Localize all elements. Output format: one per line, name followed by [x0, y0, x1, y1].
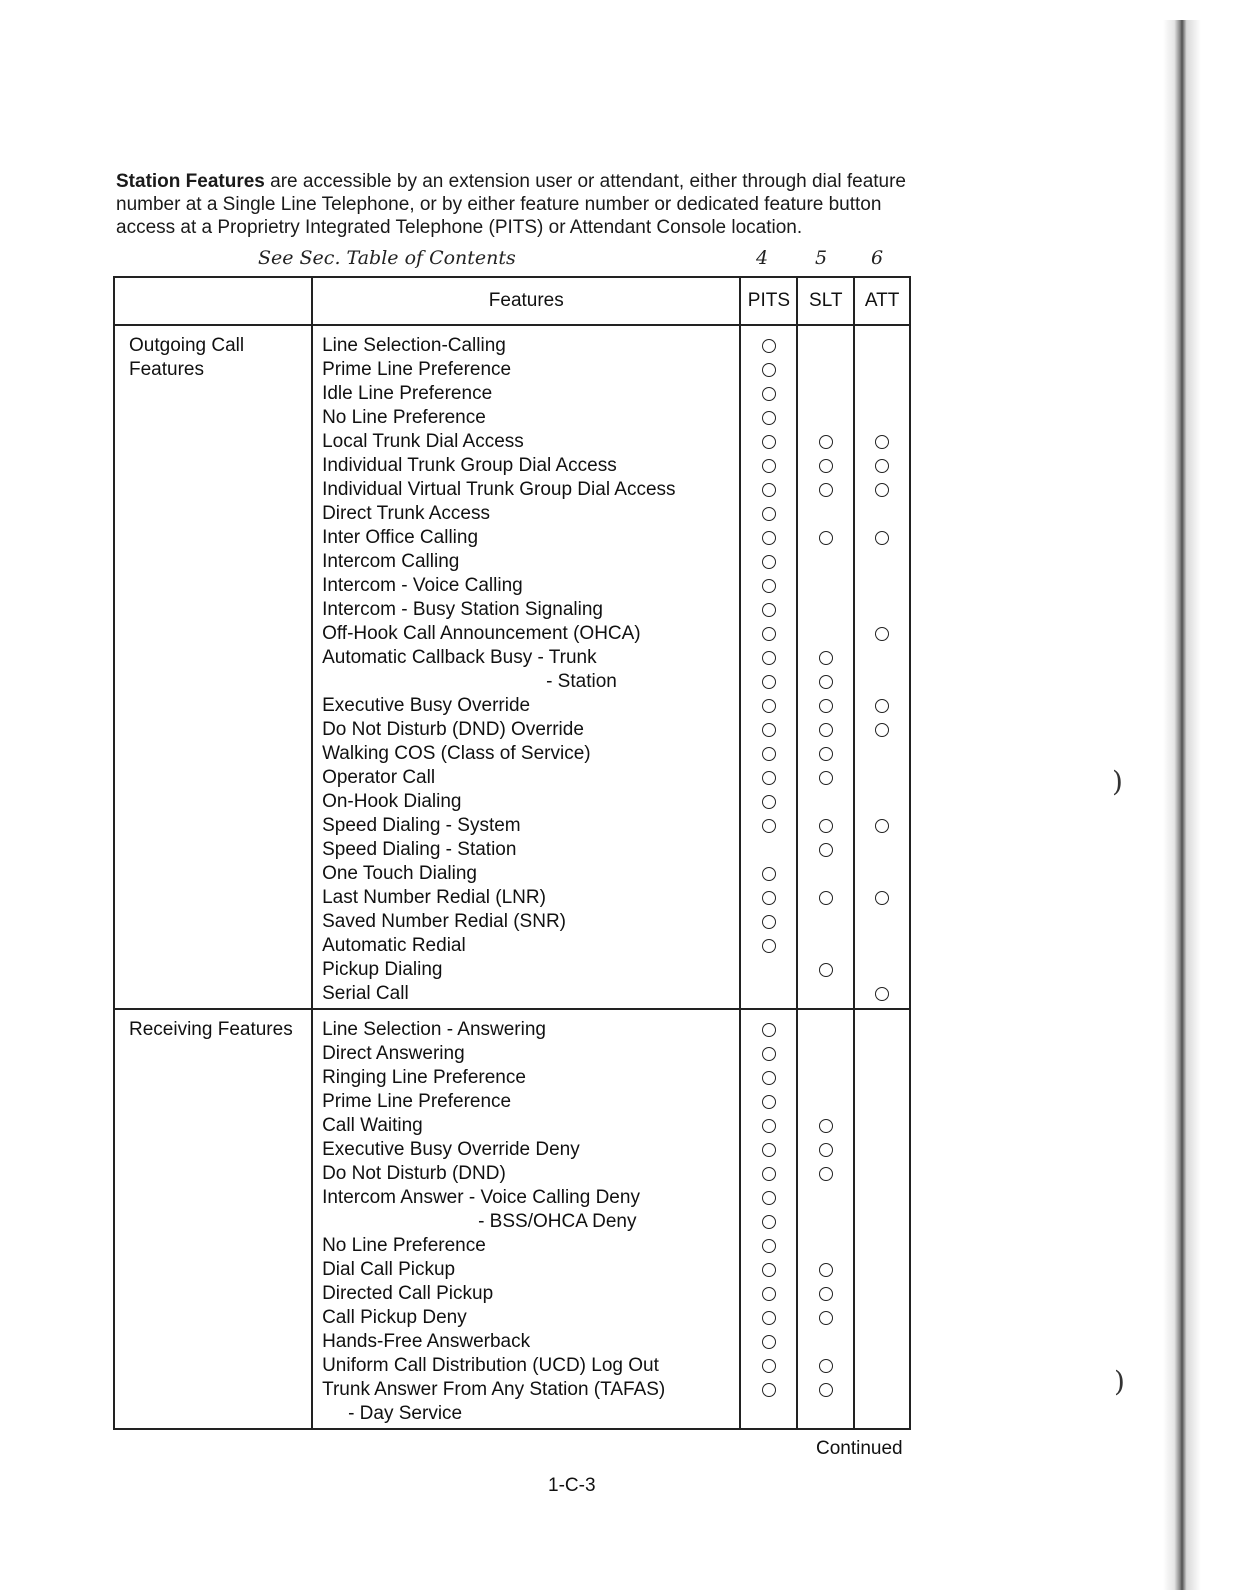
att-cell	[856, 838, 908, 862]
att-cell	[856, 1186, 908, 1210]
page-number: 1-C-3	[548, 1475, 596, 1496]
slt-cell	[799, 382, 852, 406]
availability-circle-icon	[819, 651, 833, 665]
pits-cell	[742, 1018, 795, 1042]
pits-cell	[742, 382, 795, 406]
pits-cell	[742, 1282, 795, 1306]
feature-label: Saved Number Redial (SNR)	[322, 911, 566, 932]
att-cell	[856, 478, 908, 502]
availability-circle-icon	[819, 675, 833, 689]
features-table	[113, 276, 911, 1430]
pits-cell	[742, 478, 795, 502]
pits-column	[740, 325, 797, 1009]
availability-circle-icon	[762, 699, 776, 713]
pits-cell	[742, 430, 795, 454]
att-cell	[856, 406, 908, 430]
att-cell	[856, 694, 908, 718]
header-pits: PITS	[740, 277, 797, 325]
pits-cell	[742, 1042, 795, 1066]
att-cell	[856, 1066, 908, 1090]
availability-circle-icon	[819, 435, 833, 449]
availability-circle-icon	[819, 1359, 833, 1373]
pits-cell	[742, 502, 795, 526]
feature-label: Intercom - Busy Station Signaling	[322, 599, 603, 620]
feature-label: Call Pickup Deny	[322, 1307, 467, 1328]
feature-label: Executive Busy Override Deny	[322, 1139, 580, 1160]
feature-list	[312, 325, 740, 1009]
pits-cell	[742, 622, 795, 646]
availability-circle-icon	[762, 867, 776, 881]
pits-cell	[742, 1402, 795, 1426]
att-cell	[856, 958, 908, 982]
att-cell	[856, 1354, 908, 1378]
feature-label: Line Selection - Answering	[322, 1019, 546, 1040]
feature-label: Idle Line Preference	[322, 383, 493, 404]
pits-cell	[742, 1234, 795, 1258]
availability-circle-icon	[762, 579, 776, 593]
feature-label: On-Hook Dialing	[322, 791, 462, 812]
pits-cell	[742, 934, 795, 958]
slt-cell	[799, 838, 852, 862]
feature-label: Line Selection-Calling	[322, 335, 506, 356]
att-cell	[856, 910, 908, 934]
feature-label: Prime Line Preference	[322, 359, 512, 380]
availability-circle-icon	[762, 1143, 776, 1157]
pits-cell	[742, 862, 795, 886]
feature-label: Executive Busy Override	[322, 695, 531, 716]
att-cell	[856, 742, 908, 766]
pits-cell	[742, 1162, 795, 1186]
att-cell	[856, 862, 908, 886]
att-cell	[856, 574, 908, 598]
slt-cell	[799, 1138, 852, 1162]
slt-cell	[799, 1234, 852, 1258]
slt-cell	[799, 790, 852, 814]
feature-label: Intercom - Voice Calling	[322, 575, 523, 596]
att-column	[854, 325, 910, 1009]
feature-label: Prime Line Preference	[322, 1091, 512, 1112]
availability-circle-icon	[762, 1047, 776, 1061]
slt-column	[797, 325, 854, 1009]
slt-cell	[799, 1378, 852, 1402]
pits-cell	[742, 910, 795, 934]
availability-circle-icon	[762, 651, 776, 665]
scan-edge	[1163, 20, 1201, 1590]
pits-cell	[742, 670, 795, 694]
att-cell	[856, 358, 908, 382]
att-cell	[856, 1210, 908, 1234]
att-cell	[856, 1378, 908, 1402]
feature-label: Pickup Dialing	[322, 959, 443, 980]
header-features: Features	[312, 277, 740, 325]
handwritten-col-slt: 5	[815, 247, 828, 269]
att-cell	[856, 622, 908, 646]
availability-circle-icon	[819, 1167, 833, 1181]
continued-label: Continued	[816, 1438, 903, 1459]
availability-circle-icon	[762, 555, 776, 569]
pits-cell	[742, 1066, 795, 1090]
att-cell	[856, 1234, 908, 1258]
availability-circle-icon	[762, 747, 776, 761]
feature-label: Direct Answering	[322, 1043, 465, 1064]
availability-circle-icon	[819, 723, 833, 737]
availability-circle-icon	[819, 483, 833, 497]
pits-cell	[742, 1114, 795, 1138]
section-category: Receiving Features	[114, 1009, 312, 1429]
availability-circle-icon	[762, 459, 776, 473]
intro-text: are accessible by an extension user or attendant, either through dial feature number at a Single Line Telephone, or by either feature number or dedicated feature button access at a Proprietry Integrated Telephone (PITS) or Attendant Console location.	[116, 171, 906, 238]
feature-label: Individual Trunk Group Dial Access	[322, 455, 617, 476]
slt-cell	[799, 430, 852, 454]
table-header-row	[114, 277, 910, 325]
slt-cell	[799, 646, 852, 670]
availability-circle-icon	[762, 1263, 776, 1277]
availability-circle-icon	[762, 387, 776, 401]
pits-cell	[742, 454, 795, 478]
att-cell	[856, 814, 908, 838]
slt-cell	[799, 718, 852, 742]
availability-circle-icon	[875, 483, 889, 497]
feature-label: Speed Dialing - System	[322, 815, 521, 836]
att-cell	[856, 1042, 908, 1066]
pits-cell	[742, 766, 795, 790]
availability-circle-icon	[762, 483, 776, 497]
availability-circle-icon	[875, 531, 889, 545]
att-cell	[856, 1138, 908, 1162]
availability-circle-icon	[762, 1095, 776, 1109]
slt-cell	[799, 478, 852, 502]
availability-circle-icon	[762, 723, 776, 737]
availability-circle-icon	[819, 1287, 833, 1301]
pits-cell	[742, 742, 795, 766]
slt-cell	[799, 766, 852, 790]
feature-label: Do Not Disturb (DND) Override	[322, 719, 584, 740]
att-cell	[856, 1162, 908, 1186]
slt-cell	[799, 358, 852, 382]
feature-label: Last Number Redial (LNR)	[322, 887, 546, 908]
att-cell	[856, 646, 908, 670]
pits-cell	[742, 1258, 795, 1282]
header-att: ATT	[854, 277, 910, 325]
availability-circle-icon	[762, 1287, 776, 1301]
header-slt: SLT	[797, 277, 854, 325]
availability-circle-icon	[762, 627, 776, 641]
availability-circle-icon	[762, 1023, 776, 1037]
att-cell	[856, 1018, 908, 1042]
availability-circle-icon	[762, 795, 776, 809]
att-cell	[856, 670, 908, 694]
pits-cell	[742, 1330, 795, 1354]
feature-label: No Line Preference	[322, 407, 486, 428]
pits-cell	[742, 1378, 795, 1402]
slt-cell	[799, 550, 852, 574]
availability-circle-icon	[762, 411, 776, 425]
availability-circle-icon	[762, 1191, 776, 1205]
att-cell	[856, 1306, 908, 1330]
att-cell	[856, 598, 908, 622]
availability-circle-icon	[762, 1239, 776, 1253]
feature-label: Uniform Call Distribution (UCD) Log Out	[322, 1355, 659, 1376]
feature-label: Dial Call Pickup	[322, 1259, 456, 1280]
att-cell	[856, 718, 908, 742]
att-cell	[856, 526, 908, 550]
slt-cell	[799, 502, 852, 526]
availability-circle-icon	[875, 699, 889, 713]
table-body	[114, 325, 910, 1429]
pits-column	[740, 1009, 797, 1429]
att-cell	[856, 334, 908, 358]
slt-cell	[799, 334, 852, 358]
feature-label: Local Trunk Dial Access	[322, 431, 524, 452]
pits-cell	[742, 1138, 795, 1162]
pits-cell	[742, 1186, 795, 1210]
att-cell	[856, 382, 908, 406]
feature-label: Direct Trunk Access	[322, 503, 490, 524]
pits-cell	[742, 982, 795, 1006]
pits-cell	[742, 958, 795, 982]
att-cell	[856, 430, 908, 454]
att-cell	[856, 1114, 908, 1138]
availability-circle-icon	[762, 1311, 776, 1325]
availability-circle-icon	[762, 675, 776, 689]
availability-circle-icon	[819, 1311, 833, 1325]
availability-circle-icon	[819, 819, 833, 833]
pits-cell	[742, 334, 795, 358]
pits-cell	[742, 886, 795, 910]
availability-circle-icon	[819, 843, 833, 857]
availability-circle-icon	[819, 699, 833, 713]
pits-cell	[742, 406, 795, 430]
pits-cell	[742, 1306, 795, 1330]
slt-cell	[799, 1018, 852, 1042]
availability-circle-icon	[819, 747, 833, 761]
slt-cell	[799, 934, 852, 958]
pits-cell	[742, 694, 795, 718]
feature-label: Trunk Answer From Any Station (TAFAS)	[322, 1379, 666, 1400]
slt-cell	[799, 622, 852, 646]
slt-cell	[799, 1354, 852, 1378]
availability-circle-icon	[875, 987, 889, 1001]
scan-mark: )	[1114, 1365, 1125, 1398]
feature-label: - BSS/OHCA Deny	[478, 1211, 637, 1232]
pits-cell	[742, 598, 795, 622]
availability-circle-icon	[762, 1335, 776, 1349]
slt-cell	[799, 1258, 852, 1282]
att-column	[854, 1009, 910, 1429]
slt-cell	[799, 814, 852, 838]
slt-cell	[799, 694, 852, 718]
availability-circle-icon	[819, 771, 833, 785]
slt-cell	[799, 574, 852, 598]
pits-cell	[742, 1090, 795, 1114]
availability-circle-icon	[762, 819, 776, 833]
availability-circle-icon	[819, 1143, 833, 1157]
slt-cell	[799, 1330, 852, 1354]
att-cell	[856, 934, 908, 958]
slt-cell	[799, 862, 852, 886]
att-cell	[856, 766, 908, 790]
pits-cell	[742, 1210, 795, 1234]
slt-cell	[799, 958, 852, 982]
feature-label: Inter Office Calling	[322, 527, 479, 548]
slt-cell	[799, 406, 852, 430]
slt-cell	[799, 1090, 852, 1114]
att-cell	[856, 454, 908, 478]
feature-label: Ringing Line Preference	[322, 1067, 526, 1088]
slt-cell	[799, 1210, 852, 1234]
slt-cell	[799, 1162, 852, 1186]
pits-cell	[742, 358, 795, 382]
availability-circle-icon	[762, 915, 776, 929]
pits-cell	[742, 718, 795, 742]
availability-circle-icon	[762, 939, 776, 953]
table-section	[114, 1009, 910, 1429]
availability-circle-icon	[819, 963, 833, 977]
table-section	[114, 325, 910, 1009]
feature-label: Automatic Redial	[322, 935, 466, 956]
slt-cell	[799, 1114, 852, 1138]
feature-label: Intercom Calling	[322, 551, 460, 572]
pits-cell	[742, 526, 795, 550]
availability-circle-icon	[762, 771, 776, 785]
att-cell	[856, 1258, 908, 1282]
att-cell	[856, 790, 908, 814]
slt-cell	[799, 454, 852, 478]
feature-label: Do Not Disturb (DND)	[322, 1163, 506, 1184]
slt-cell	[799, 1306, 852, 1330]
feature-label: Individual Virtual Trunk Group Dial Access	[322, 479, 676, 500]
availability-circle-icon	[762, 1167, 776, 1181]
intro-paragraph	[116, 170, 906, 239]
header-category	[114, 277, 312, 325]
pits-cell	[742, 838, 795, 862]
availability-circle-icon	[875, 627, 889, 641]
availability-circle-icon	[875, 819, 889, 833]
feature-label: Speed Dialing - Station	[322, 839, 517, 860]
availability-circle-icon	[819, 891, 833, 905]
availability-circle-icon	[762, 363, 776, 377]
handwritten-col-pits: 4	[756, 247, 769, 269]
feature-label: - Day Service	[348, 1403, 463, 1424]
slt-column	[797, 1009, 854, 1429]
pits-cell	[742, 550, 795, 574]
availability-circle-icon	[762, 1215, 776, 1229]
availability-circle-icon	[819, 1383, 833, 1397]
availability-circle-icon	[762, 1071, 776, 1085]
feature-label: Intercom Answer - Voice Calling Deny	[322, 1187, 640, 1208]
att-cell	[856, 886, 908, 910]
availability-circle-icon	[762, 1383, 776, 1397]
feature-label: - Station	[546, 671, 617, 692]
availability-circle-icon	[875, 459, 889, 473]
slt-cell	[799, 1402, 852, 1426]
att-cell	[856, 1402, 908, 1426]
feature-label: Walking COS (Class of Service)	[322, 743, 591, 764]
slt-cell	[799, 526, 852, 550]
pits-cell	[742, 574, 795, 598]
att-cell	[856, 550, 908, 574]
pits-cell	[742, 646, 795, 670]
availability-circle-icon	[762, 507, 776, 521]
availability-circle-icon	[819, 1263, 833, 1277]
availability-circle-icon	[819, 1119, 833, 1133]
slt-cell	[799, 1042, 852, 1066]
slt-cell	[799, 982, 852, 1006]
availability-circle-icon	[762, 435, 776, 449]
slt-cell	[799, 742, 852, 766]
pits-cell	[742, 790, 795, 814]
availability-circle-icon	[762, 891, 776, 905]
feature-label: Call Waiting	[322, 1115, 423, 1136]
slt-cell	[799, 1186, 852, 1210]
availability-circle-icon	[762, 603, 776, 617]
availability-circle-icon	[875, 435, 889, 449]
slt-cell	[799, 670, 852, 694]
availability-circle-icon	[762, 339, 776, 353]
feature-label: One Touch Dialing	[322, 863, 477, 884]
att-cell	[856, 502, 908, 526]
handwritten-note: See Sec. Table of Contents	[258, 247, 516, 269]
att-cell	[856, 1090, 908, 1114]
availability-circle-icon	[762, 1119, 776, 1133]
feature-label: No Line Preference	[322, 1235, 486, 1256]
availability-circle-icon	[819, 531, 833, 545]
pits-cell	[742, 1354, 795, 1378]
slt-cell	[799, 1066, 852, 1090]
feature-label: Operator Call	[322, 767, 436, 788]
scan-mark: )	[1112, 765, 1123, 798]
feature-label: Directed Call Pickup	[322, 1283, 494, 1304]
slt-cell	[799, 910, 852, 934]
att-cell	[856, 1330, 908, 1354]
handwritten-col-att: 6	[871, 247, 884, 269]
intro-lead: Station Features	[116, 171, 265, 192]
feature-label: Serial Call	[322, 983, 409, 1004]
slt-cell	[799, 598, 852, 622]
availability-circle-icon	[762, 1359, 776, 1373]
feature-label: Hands-Free Answerback	[322, 1331, 531, 1352]
slt-cell	[799, 1282, 852, 1306]
att-cell	[856, 982, 908, 1006]
slt-cell	[799, 886, 852, 910]
feature-label: Automatic Callback Busy - Trunk	[322, 647, 597, 668]
att-cell	[856, 1282, 908, 1306]
availability-circle-icon	[875, 723, 889, 737]
availability-circle-icon	[819, 459, 833, 473]
section-category: Outgoing Call Features	[114, 325, 312, 1009]
availability-circle-icon	[762, 531, 776, 545]
pits-cell	[742, 814, 795, 838]
availability-circle-icon	[875, 891, 889, 905]
feature-label: Off-Hook Call Announcement (OHCA)	[322, 623, 641, 644]
feature-list	[312, 1009, 740, 1429]
